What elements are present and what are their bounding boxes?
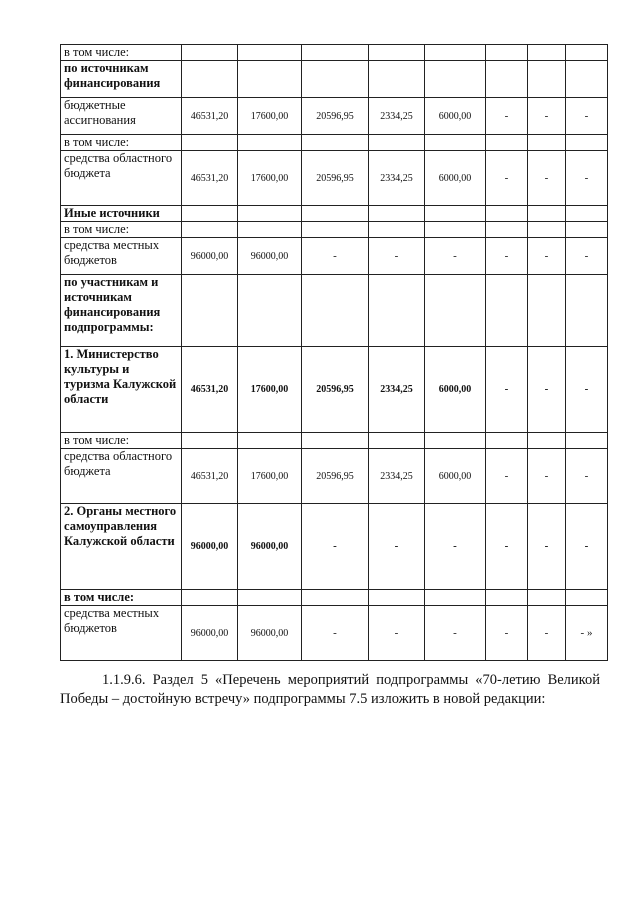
table-row [61, 606, 608, 661]
empty-cell [566, 135, 608, 151]
empty-cell [486, 222, 528, 238]
empty-cell [369, 61, 425, 98]
empty-cell [425, 275, 486, 347]
empty-cell [302, 590, 369, 606]
amount-cell: 17600,00 [238, 151, 302, 206]
amount-cell: 96000,00 [182, 504, 238, 590]
empty-cell [238, 206, 302, 222]
empty-cell [182, 45, 238, 61]
dash-cell: - [486, 98, 528, 135]
row-label: по участникам и источникам финансирования подпрограммы: [61, 275, 182, 347]
amount-cell: 2334,25 [369, 151, 425, 206]
empty-cell [302, 61, 369, 98]
empty-cell [566, 275, 608, 347]
table-row [61, 347, 608, 433]
row-label: в том числе: [61, 222, 182, 238]
table-row [61, 449, 608, 504]
table-row [61, 206, 608, 222]
empty-cell [369, 275, 425, 347]
paragraph-line-2: Победы – достойную встречу» подпрограммы 7.5 изложить в новой редакции: [60, 691, 546, 707]
empty-cell [528, 45, 566, 61]
dash-cell: - [528, 606, 566, 661]
dash-cell: - [528, 449, 566, 504]
empty-cell [425, 206, 486, 222]
amount-cell: 6000,00 [425, 98, 486, 135]
table-row [61, 590, 608, 606]
empty-cell [528, 135, 566, 151]
amount-cell: 17600,00 [238, 347, 302, 433]
dash-cell: - [528, 238, 566, 275]
empty-cell [528, 590, 566, 606]
row-label: в том числе: [61, 45, 182, 61]
empty-cell [369, 45, 425, 61]
empty-cell [369, 206, 425, 222]
empty-cell [182, 433, 238, 449]
empty-cell [369, 222, 425, 238]
dash-cell: - [528, 347, 566, 433]
dash-cell: - [486, 151, 528, 206]
empty-cell [302, 45, 369, 61]
empty-cell [369, 433, 425, 449]
amount-cell: 46531,20 [182, 449, 238, 504]
amount-cell: 20596,95 [302, 449, 369, 504]
table-row [61, 222, 608, 238]
empty-cell [486, 206, 528, 222]
dash-cell: - [486, 347, 528, 433]
dash-cell: - [566, 238, 608, 275]
empty-cell [182, 61, 238, 98]
table-row [61, 98, 608, 135]
paragraph-1-1-9-6 [60, 671, 600, 709]
dash-cell: - [486, 449, 528, 504]
empty-cell [238, 433, 302, 449]
empty-cell [486, 433, 528, 449]
row-label: в том числе: [61, 433, 182, 449]
amount-cell: 2334,25 [369, 347, 425, 433]
table-row [61, 433, 608, 449]
empty-cell [425, 61, 486, 98]
empty-cell [238, 275, 302, 347]
amount-cell: 96000,00 [238, 238, 302, 275]
empty-cell [528, 206, 566, 222]
empty-cell [486, 590, 528, 606]
row-label: средства областного бюджета [61, 449, 182, 504]
dash-cell: - [486, 238, 528, 275]
dash-cell: - [302, 238, 369, 275]
dash-cell: - [425, 238, 486, 275]
empty-cell [238, 590, 302, 606]
empty-cell [566, 206, 608, 222]
row-label: 1. Министерство культуры и туризма Калужской области [61, 347, 182, 433]
financing-table [60, 44, 608, 661]
table-row [61, 61, 608, 98]
empty-cell [182, 275, 238, 347]
empty-cell [566, 590, 608, 606]
amount-cell: 46531,20 [182, 151, 238, 206]
dash-cell: - [566, 504, 608, 590]
dash-cell: - [486, 606, 528, 661]
empty-cell [425, 45, 486, 61]
dash-cell: - [528, 98, 566, 135]
amount-cell: 6000,00 [425, 151, 486, 206]
dash-cell: - [369, 504, 425, 590]
row-label: средства местных бюджетов [61, 238, 182, 275]
empty-cell [369, 135, 425, 151]
dash-cell: - [302, 606, 369, 661]
empty-cell [425, 222, 486, 238]
dash-cell: - » [566, 606, 608, 661]
empty-cell [528, 275, 566, 347]
empty-cell [566, 222, 608, 238]
empty-cell [302, 206, 369, 222]
amount-cell: 6000,00 [425, 449, 486, 504]
empty-cell [369, 590, 425, 606]
dash-cell: - [302, 504, 369, 590]
empty-cell [182, 222, 238, 238]
table-row [61, 135, 608, 151]
amount-cell: 20596,95 [302, 98, 369, 135]
amount-cell: 46531,20 [182, 98, 238, 135]
empty-cell [486, 135, 528, 151]
empty-cell [182, 590, 238, 606]
dash-cell: - [369, 606, 425, 661]
amount-cell: 96000,00 [182, 238, 238, 275]
dash-cell: - [369, 238, 425, 275]
empty-cell [238, 61, 302, 98]
row-label: Иные источники [61, 206, 182, 222]
amount-cell: 17600,00 [238, 98, 302, 135]
amount-cell: 20596,95 [302, 347, 369, 433]
empty-cell [528, 433, 566, 449]
amount-cell: 2334,25 [369, 98, 425, 135]
table-row [61, 45, 608, 61]
dash-cell: - [566, 98, 608, 135]
empty-cell [302, 222, 369, 238]
row-label: по источникам финансирования [61, 61, 182, 98]
table-row [61, 504, 608, 590]
empty-cell [425, 135, 486, 151]
dash-cell: - [566, 347, 608, 433]
empty-cell [182, 206, 238, 222]
empty-cell [238, 135, 302, 151]
empty-cell [486, 45, 528, 61]
row-label: средства областного бюджета [61, 151, 182, 206]
amount-cell: 96000,00 [238, 504, 302, 590]
dash-cell: - [425, 606, 486, 661]
dash-cell: - [425, 504, 486, 590]
dash-cell: - [566, 151, 608, 206]
row-label: средства местных бюджетов [61, 606, 182, 661]
amount-cell: 96000,00 [238, 606, 302, 661]
empty-cell [302, 275, 369, 347]
empty-cell [302, 135, 369, 151]
dash-cell: - [528, 504, 566, 590]
empty-cell [566, 45, 608, 61]
empty-cell [238, 222, 302, 238]
row-label: 2. Органы местного самоуправления Калужской области [61, 504, 182, 590]
dash-cell: - [528, 151, 566, 206]
empty-cell [182, 135, 238, 151]
empty-cell [528, 61, 566, 98]
empty-cell [486, 275, 528, 347]
empty-cell [566, 61, 608, 98]
paragraph-line-1: 1.1.9.6. Раздел 5 «Перечень мероприятий подпрограммы «70-летию Великой [102, 672, 600, 688]
dash-cell: - [486, 504, 528, 590]
row-label: бюджетные ассигнования [61, 98, 182, 135]
dash-cell: - [566, 449, 608, 504]
amount-cell: 96000,00 [182, 606, 238, 661]
empty-cell [425, 433, 486, 449]
row-label: в том числе: [61, 135, 182, 151]
empty-cell [486, 61, 528, 98]
table-row [61, 275, 608, 347]
amount-cell: 2334,25 [369, 449, 425, 504]
table-row [61, 238, 608, 275]
table-row [61, 151, 608, 206]
row-label: в том числе: [61, 590, 182, 606]
empty-cell [238, 45, 302, 61]
empty-cell [425, 590, 486, 606]
amount-cell: 17600,00 [238, 449, 302, 504]
amount-cell: 46531,20 [182, 347, 238, 433]
empty-cell [302, 433, 369, 449]
amount-cell: 6000,00 [425, 347, 486, 433]
empty-cell [566, 433, 608, 449]
amount-cell: 20596,95 [302, 151, 369, 206]
empty-cell [528, 222, 566, 238]
